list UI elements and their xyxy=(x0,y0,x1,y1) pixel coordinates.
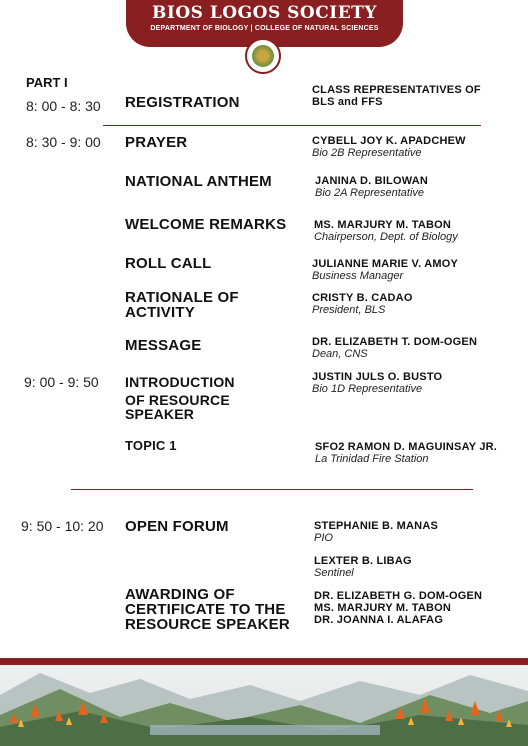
forum-person-2: LEXTER B. LIBAG Sentinel xyxy=(314,555,412,579)
part-label: PART I xyxy=(26,75,68,90)
activity-open-forum: OPEN FORUM xyxy=(125,518,229,535)
anthem-person: JANINA D. BILOWAN Bio 2A Representative xyxy=(315,175,428,199)
activity-rationale-line-2: ACTIVITY xyxy=(125,304,195,321)
section-divider-2 xyxy=(71,489,473,490)
message-person: DR. ELIZABETH T. DOM-OGEN Dean, CNS xyxy=(312,336,478,360)
footer-landscape-illustration xyxy=(0,665,528,746)
activity-awarding-line-3: RESOURCE SPEAKER xyxy=(125,616,290,633)
activity-prayer: PRAYER xyxy=(125,134,188,151)
activity-awarding-line-2: CERTIFICATE TO THE xyxy=(125,601,286,618)
registration-persons: CLASS REPRESENTATIVES OF BLS and FFS xyxy=(312,84,481,108)
time-slot-1: 8: 00 - 8: 30 xyxy=(26,98,101,114)
footer-bar xyxy=(0,658,528,665)
welcome-person: MS. MARJURY M. TABON Chairperson, Dept. of Biology xyxy=(314,219,458,243)
activity-registration: REGISTRATION xyxy=(125,94,240,111)
forum-person-1: STEPHANIE B. MANAS PIO xyxy=(314,520,438,544)
activity-message: MESSAGE xyxy=(125,337,202,354)
time-slot-3: 9: 00 - 9: 50 xyxy=(24,374,99,390)
society-seal-logo xyxy=(245,38,281,74)
activity-topic-1: TOPIC 1 xyxy=(125,438,177,453)
activity-awarding-line-1: AWARDING OF xyxy=(125,586,235,603)
rollcall-person: JULIANNE MARIE V. AMOY Business Manager xyxy=(312,258,458,282)
time-slot-2: 8: 30 - 9: 00 xyxy=(26,134,101,150)
activity-introduction-line-2: OF RESOURCE xyxy=(125,392,230,408)
activity-roll-call: ROLL CALL xyxy=(125,255,212,272)
activity-introduction-line-1: INTRODUCTION xyxy=(125,374,235,390)
prayer-person: CYBELL JOY K. APADCHEW Bio 2B Representative xyxy=(312,135,466,159)
activity-rationale-line-1: RATIONALE OF xyxy=(125,289,239,306)
topic-speaker: SFO2 RAMON D. MAGUINSAY JR. La Trinidad Fire Station xyxy=(315,441,498,465)
time-slot-4: 9: 50 - 10: 20 xyxy=(21,518,104,534)
activity-welcome-remarks: WELCOME REMARKS xyxy=(125,216,287,233)
org-name: BIOS LOGOS SOCIETY xyxy=(152,3,377,23)
org-subtitle: DEPARTMENT OF BIOLOGY | COLLEGE OF NATURAL SCIENCES xyxy=(150,25,379,32)
activity-national-anthem: NATIONAL ANTHEM xyxy=(125,173,272,190)
activity-introduction-line-3: SPEAKER xyxy=(125,406,195,422)
rationale-person: CRISTY B. CADAO President, BLS xyxy=(312,292,413,316)
awarding-persons: DR. ELIZABETH G. DOM-OGEN MS. MARJURY M. TABON DR. JOANNA I. ALAFAG xyxy=(314,590,483,626)
intro-person: JUSTIN JULS O. BUSTO Bio 1D Representative xyxy=(312,371,443,395)
section-divider-1 xyxy=(103,125,481,126)
